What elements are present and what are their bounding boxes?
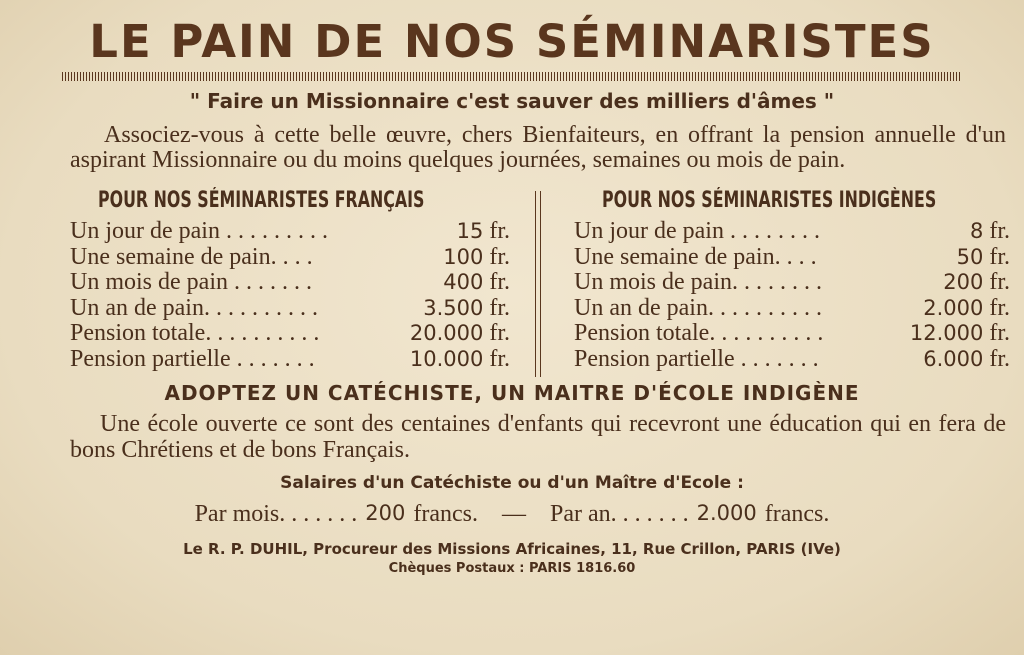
row-amount: 12.000	[909, 321, 984, 345]
row-unit: fr.	[989, 345, 1010, 372]
pay-line	[22, 501, 1002, 528]
intro-paragraph: Associez-vous à cette belle œuvre, chers Bienfaiteurs, en offrant la pension annuelle d'un aspirant Missionnaire ou du moins quelques journées, semaines ou mois de pain.	[70, 122, 1006, 173]
adopt-heading: ADOPTEZ UN CATÉCHISTE, UN MAITRE D'ÉCOLE INDIGÈNE	[164, 381, 860, 405]
row-label: Pension partielle . . . . . . .	[574, 345, 819, 372]
row-amount: 10.000	[409, 346, 484, 371]
pay-year-label: Par an. . . . . . .	[549, 501, 689, 527]
row-amount: 400	[443, 270, 484, 294]
card-title: LE PAIN DE NOS SÉMINARISTES	[89, 15, 935, 68]
row-unit: fr.	[489, 269, 510, 295]
row-amount: 6.000	[923, 346, 984, 371]
row-label: Pension totale. . . . . . . . . .	[70, 320, 320, 346]
price-row	[70, 321, 510, 347]
row-label: Un jour de pain . . . . . . . . .	[70, 218, 328, 244]
footer-cheques: Chèques Postaux : PARIS 1816.60	[388, 561, 636, 576]
row-unit: fr.	[989, 269, 1010, 295]
price-row	[70, 270, 510, 296]
price-row	[70, 347, 510, 373]
price-row	[70, 245, 510, 271]
decorative-rule	[62, 72, 962, 81]
row-amount: 200	[943, 270, 984, 294]
price-row	[574, 296, 1010, 322]
heading-indigenes: POUR NOS SÉMINARISTES INDIGÈNES	[602, 188, 937, 213]
pay-year-unit: francs.	[764, 501, 830, 527]
row-amount: 3.500	[423, 295, 484, 320]
pay-month-label: Par mois. . . . . . .	[194, 501, 358, 527]
price-row	[574, 245, 1010, 271]
column-divider	[535, 191, 541, 377]
row-label: Pension totale. . . . . . . . . .	[574, 320, 824, 346]
row-amount: 100	[443, 244, 484, 269]
row-unit: fr.	[489, 218, 510, 244]
row-unit: fr.	[989, 218, 1010, 244]
price-columns	[22, 187, 1010, 377]
pay-year-amount: 2.000	[696, 501, 757, 525]
pay-month-unit: francs.	[413, 501, 478, 527]
row-label: Une semaine de pain. . . .	[574, 243, 817, 270]
row-label: Un an de pain. . . . . . . . . .	[70, 294, 318, 321]
row-unit: fr.	[489, 345, 510, 372]
row-label: Un mois de pain . . . . . . .	[70, 269, 312, 295]
footer-address: Le R. P. DUHIL, Procureur des Missions Africaines, 11, Rue Crillon, PARIS (IVe)	[183, 540, 841, 558]
price-row	[574, 270, 1010, 296]
row-unit: fr.	[989, 294, 1010, 321]
price-row	[70, 219, 510, 245]
row-unit: fr.	[489, 320, 510, 346]
row-unit: fr.	[489, 294, 510, 321]
salaires-heading: Salaires d'un Catéchiste ou d'un Maître d'Ecole :	[280, 473, 744, 493]
row-unit: fr.	[989, 243, 1010, 270]
row-label: Un mois de pain. . . . . . . .	[574, 269, 822, 295]
row-unit: fr.	[489, 243, 510, 270]
price-row	[574, 321, 1010, 347]
row-label: Une semaine de pain. . . .	[70, 243, 313, 270]
pay-separator: —	[501, 501, 526, 527]
pay-month-amount: 200	[365, 501, 406, 525]
school-paragraph: Une école ouverte ce sont des centaines d'enfants qui recevront une éducation qui en fera de bons Chrétiens et de bons Français.	[70, 411, 1006, 463]
row-amount: 50	[956, 244, 984, 269]
row-label: Pension partielle . . . . . . .	[70, 345, 315, 372]
price-row	[574, 219, 1010, 245]
row-label: Un jour de pain . . . . . . . .	[574, 218, 820, 244]
row-label: Un an de pain. . . . . . . . . .	[574, 294, 822, 321]
price-row	[70, 296, 510, 322]
column-indigenes	[574, 187, 1010, 372]
row-unit: fr.	[989, 320, 1010, 346]
row-amount: 8	[969, 219, 984, 243]
motto: " Faire un Missionnaire c'est sauver des milliers d'âmes "	[189, 89, 835, 113]
row-amount: 2.000	[923, 295, 984, 320]
row-amount: 15	[456, 219, 484, 243]
heading-francais: POUR NOS SÉMINARISTES FRANÇAIS	[98, 188, 425, 213]
row-amount: 20.000	[409, 321, 484, 345]
column-francais	[70, 187, 510, 372]
price-row	[574, 347, 1010, 373]
